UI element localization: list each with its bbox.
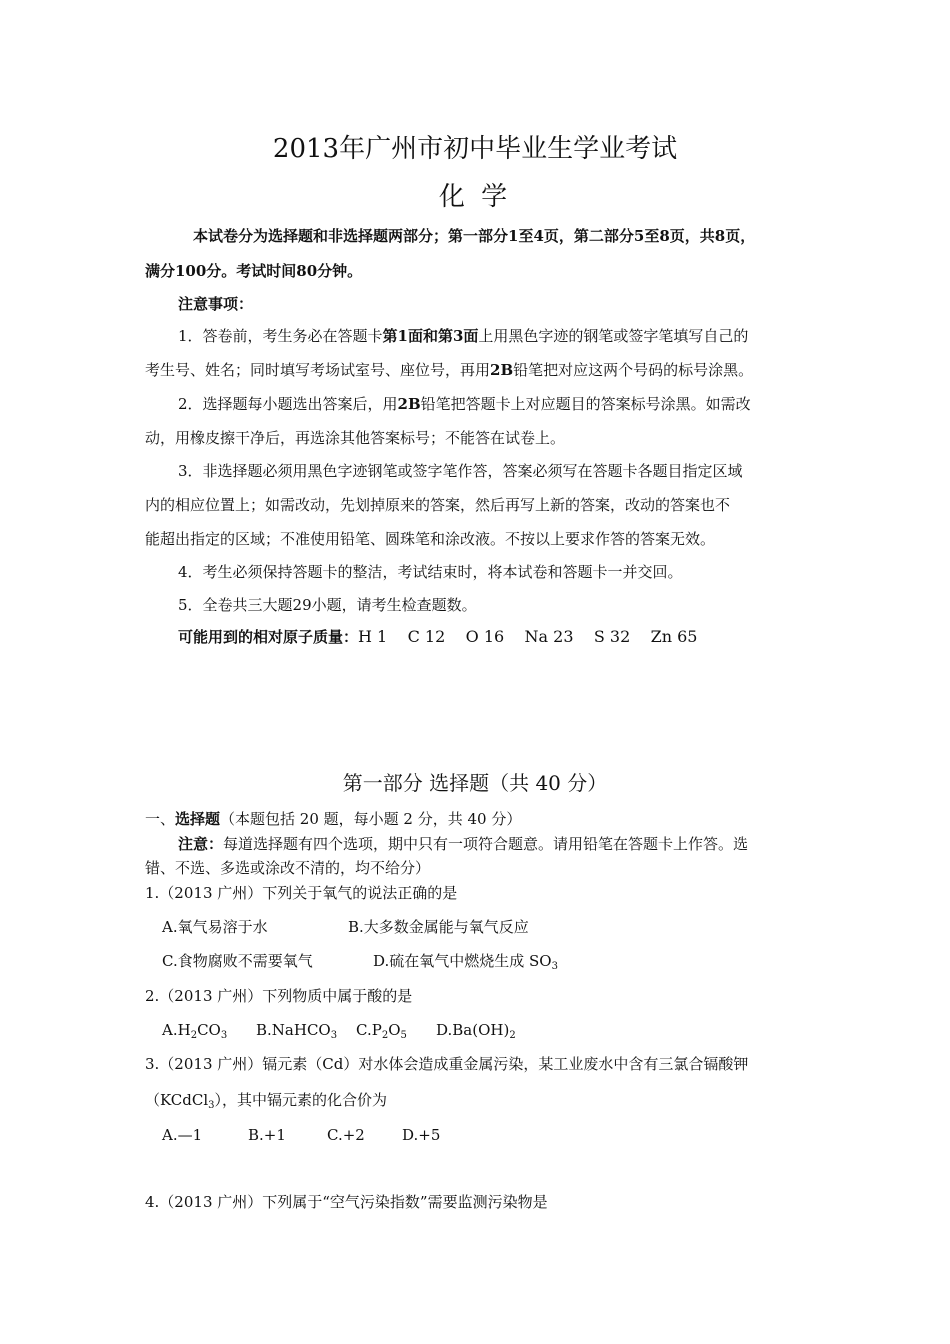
question-2-option-d — [436, 1020, 516, 1040]
q2-a-sub-2: 3 — [220, 1030, 228, 1041]
section-1-label: 选择题 — [175, 810, 221, 828]
note-2-pencil: 2B — [397, 395, 421, 413]
q1-d-sub: 3 — [551, 961, 558, 972]
q3-formula-sub: 3 — [208, 1100, 215, 1111]
q2-b-sub: 3 — [330, 1030, 338, 1041]
intro-line-2: 满分100分。考试时间80分钟。 — [145, 262, 363, 280]
question-3-option-b: B.+1 — [248, 1126, 286, 1144]
note-3-line-2: 内的相应位置上；如需改动，先划掉原来的答案，然后再写上新的答案，改动的答案也不 — [145, 496, 731, 514]
note-5: 5．全卷共三大题29小题，请考生检查题数。 — [178, 596, 477, 614]
question-2-option-a — [162, 1020, 227, 1040]
note-2-line-1 — [178, 394, 751, 414]
note-1-text-cont: 上用黑色字迹的钢笔或签字笔填写自己的 — [478, 327, 749, 345]
question-2-stem: 2.（2013 广州）下列物质中属于酸的是 — [145, 987, 413, 1005]
note-1-text-2: 考生号、姓名；同时填写考场试室号、座位号，再用 — [145, 361, 491, 379]
q2-c-sub-2: 5 — [400, 1030, 407, 1041]
section-1-desc: （本题包括 20 题，每小题 2 分，共 40 分） — [220, 810, 522, 828]
note-3-line-1: 3．非选择题必须用黑色字迹钢笔或签字笔作答，答案必须写在答题卡各题目指定区域 — [178, 462, 743, 480]
question-2-option-c — [356, 1020, 407, 1040]
atomic-mass-line — [178, 626, 697, 648]
question-3-stem-2 — [145, 1090, 387, 1110]
section-1-prefix: 一、 — [145, 810, 176, 828]
question-3-option-c: C.+2 — [327, 1126, 365, 1144]
question-3-stem: 3.（2013 广州）镉元素（Cd）对水体会造成重金属污染，某工业废水中含有三氯合镉酸钾 — [145, 1055, 749, 1073]
q2-a-sub: 2 — [190, 1030, 198, 1041]
q2-c-part-2: O — [388, 1021, 401, 1039]
section-1-attention-2: 错、不选、多选或涂改不清的，均不给分） — [145, 859, 431, 877]
question-1-option-c: C.食物腐败不需要氧气 — [162, 952, 313, 970]
exam-title: 2013年广州市初中毕业生学业考试 — [272, 134, 678, 164]
section-1-heading — [145, 809, 521, 829]
note-1-line-1 — [178, 326, 748, 346]
atomic-mass-values: H 1 C 12 O 16 Na 23 S 32 Zn 65 — [358, 627, 698, 646]
intro-line-1: 本试卷分为选择题和非选择题两部分；第一部分1至4页，第二部分5至8页，共8页， — [193, 227, 756, 245]
note-2-text: 2．选择题每小题选出答案后，用 — [178, 395, 398, 413]
note-1-text-3: 铅笔把对应这两个号码的标号涂黑。 — [513, 361, 754, 379]
note-4: 4．考生必须保持答题卡的整洁，考试结束时，将本试卷和答题卡一并交回。 — [178, 563, 683, 581]
q3-formula: （KCdCl — [145, 1091, 209, 1109]
question-1-option-b: B.大多数金属能与氧气反应 — [348, 918, 529, 936]
note-1-emphasis: 第1面和第3面 — [382, 327, 479, 345]
q2-b-part: B.NaHCO — [256, 1021, 331, 1039]
question-3-option-d: D.+5 — [402, 1126, 441, 1144]
q2-d-part: D.Ba(OH) — [436, 1021, 510, 1039]
question-1-stem: 1.（2013 广州）下列关于氧气的说法正确的是 — [145, 884, 458, 902]
note-2-text-cont: 铅笔把答题卡上对应题目的答案标号涂黑。如需改 — [420, 395, 751, 413]
question-1-option-d — [373, 951, 558, 971]
attention-label: 注意： — [178, 835, 224, 853]
question-3-option-a: A.—1 — [162, 1126, 203, 1144]
question-1-option-a: A.氧气易溶于水 — [162, 918, 268, 936]
question-2-option-b — [256, 1020, 337, 1040]
note-3-line-3: 能超出指定的区域；不准使用铅笔、圆珠笔和涂改液。不按以上要求作答的答案无效。 — [145, 530, 716, 548]
q2-a-part-2: CO — [197, 1021, 221, 1039]
note-1-line-2 — [145, 360, 753, 380]
q2-a-part: A.H — [162, 1021, 191, 1039]
q1-d-text: D.硫在氧气中燃烧生成 SO — [373, 952, 552, 970]
question-4-stem: 4.（2013 广州）下列属于“空气污染指数”需要监测污染物是 — [145, 1193, 548, 1211]
attention-text: 每道选择题有四个选项，期中只有一项符合题意。请用铅笔在答题卡上作答。选 — [223, 835, 749, 853]
q2-d-sub: 2 — [509, 1030, 516, 1041]
q2-c-sub: 2 — [381, 1030, 389, 1041]
atomic-mass-label: 可能用到的相对原子质量： — [178, 628, 359, 646]
notes-heading: 注意事项： — [178, 295, 254, 313]
q3-stem-tail: ），其中镉元素的化合价为 — [214, 1091, 388, 1109]
q2-c-part: C.P — [356, 1021, 382, 1039]
note-2-line-2: 动，用橡皮擦干净后，再选涂其他答案标号；不能答在试卷上。 — [145, 429, 566, 447]
note-1-pencil: 2B — [490, 361, 514, 379]
subject-title: 化 学 — [438, 182, 512, 212]
part-1-heading: 第一部分 选择题（共 40 分） — [342, 771, 608, 795]
section-1-attention — [178, 834, 748, 854]
note-1-text: 1．答卷前，考生务必在答题卡 — [178, 327, 383, 345]
